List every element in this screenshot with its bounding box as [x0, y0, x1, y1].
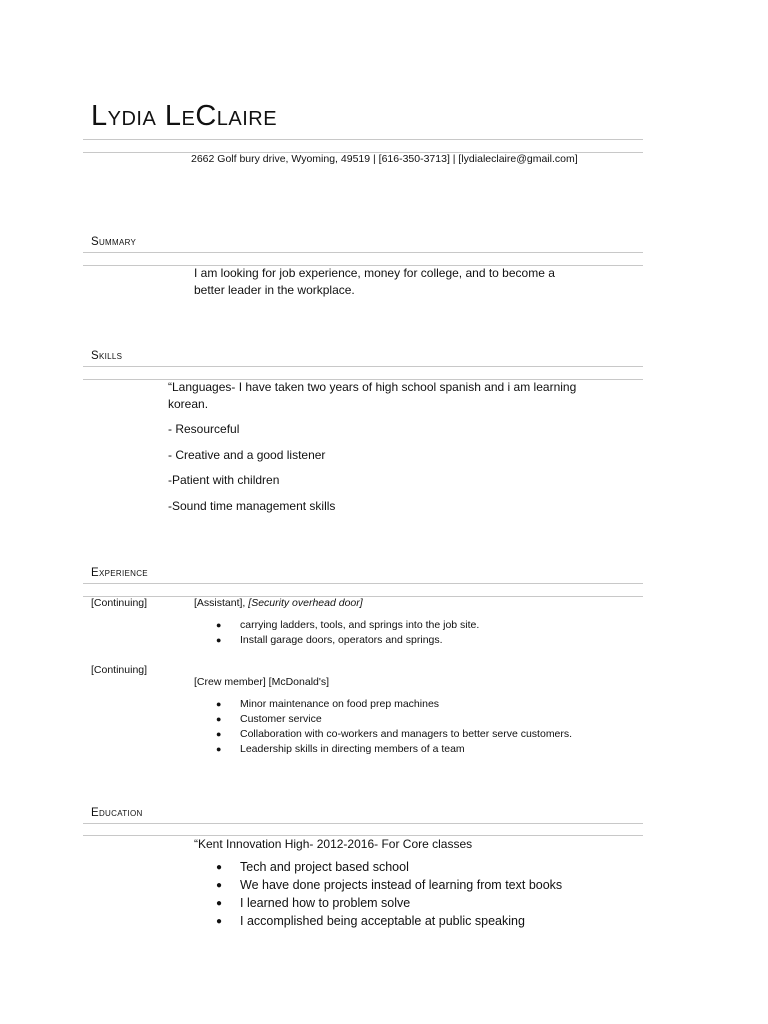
list-item: ● Tech and project based school: [216, 858, 562, 876]
skills-languages: [168, 379, 576, 413]
summary-line: better leader in the workplace.: [194, 283, 355, 297]
skill-item: - Resourceful: [168, 422, 240, 436]
list-item: ● carrying ladders, tools, and springs into the job site.: [216, 618, 479, 633]
skill-item: - Creative and a good listener: [168, 448, 326, 462]
education-heading: Education: [91, 807, 143, 819]
divider: [83, 823, 643, 824]
job-role: [Assistant],: [194, 597, 246, 609]
job-date: [Continuing]: [91, 664, 148, 676]
skills-line: “Languages- I have taken two years of high school spanish and i am learning: [168, 380, 577, 394]
summary-line: I am looking for job experience, money for college, and to become a: [194, 266, 555, 280]
divider: [83, 139, 643, 140]
skill-item: -Sound time management skills: [168, 499, 336, 513]
list-item: ● Leadership skills in directing members of a team: [216, 742, 572, 757]
job-date: [Continuing]: [91, 597, 148, 609]
list-item: ● We have done projects instead of learning from text books: [216, 876, 562, 894]
list-item: ● I learned how to problem solve: [216, 894, 562, 912]
job-bullets: [216, 697, 572, 757]
divider: [83, 366, 643, 367]
resume-name: Lydia LeClaire: [91, 100, 278, 132]
skills-line: korean.: [168, 397, 209, 411]
list-item: ● Collaboration with co-workers and managers to better serve customers.: [216, 727, 572, 742]
education-bullets: [216, 858, 562, 930]
job-company: [Security overhead door]: [248, 597, 363, 609]
summary-text: [194, 265, 555, 299]
experience-heading: Experience: [91, 567, 148, 579]
divider: [83, 583, 643, 584]
job-title: [194, 596, 363, 611]
list-item: ● Minor maintenance on food prep machines: [216, 697, 572, 712]
skills-heading: Skills: [91, 350, 123, 362]
list-item: ● Customer service: [216, 712, 572, 727]
education-school: “Kent Innovation High- 2012-2016- For Core classes: [194, 837, 473, 851]
job-bullets: [216, 618, 479, 648]
divider: [83, 596, 643, 597]
contact-line: 2662 Golf bury drive, Wyoming, 49519 | [616-350-3713] | [lydialeclaire@gmail.com]: [191, 153, 578, 165]
skill-item: -Patient with children: [168, 473, 280, 487]
job-title: [Crew member] [McDonald's]: [194, 676, 330, 688]
summary-heading: Summary: [91, 236, 137, 248]
list-item: ● Install garage doors, operators and springs.: [216, 633, 479, 648]
list-item: ● I accomplished being acceptable at public speaking: [216, 912, 562, 930]
divider: [83, 252, 643, 253]
